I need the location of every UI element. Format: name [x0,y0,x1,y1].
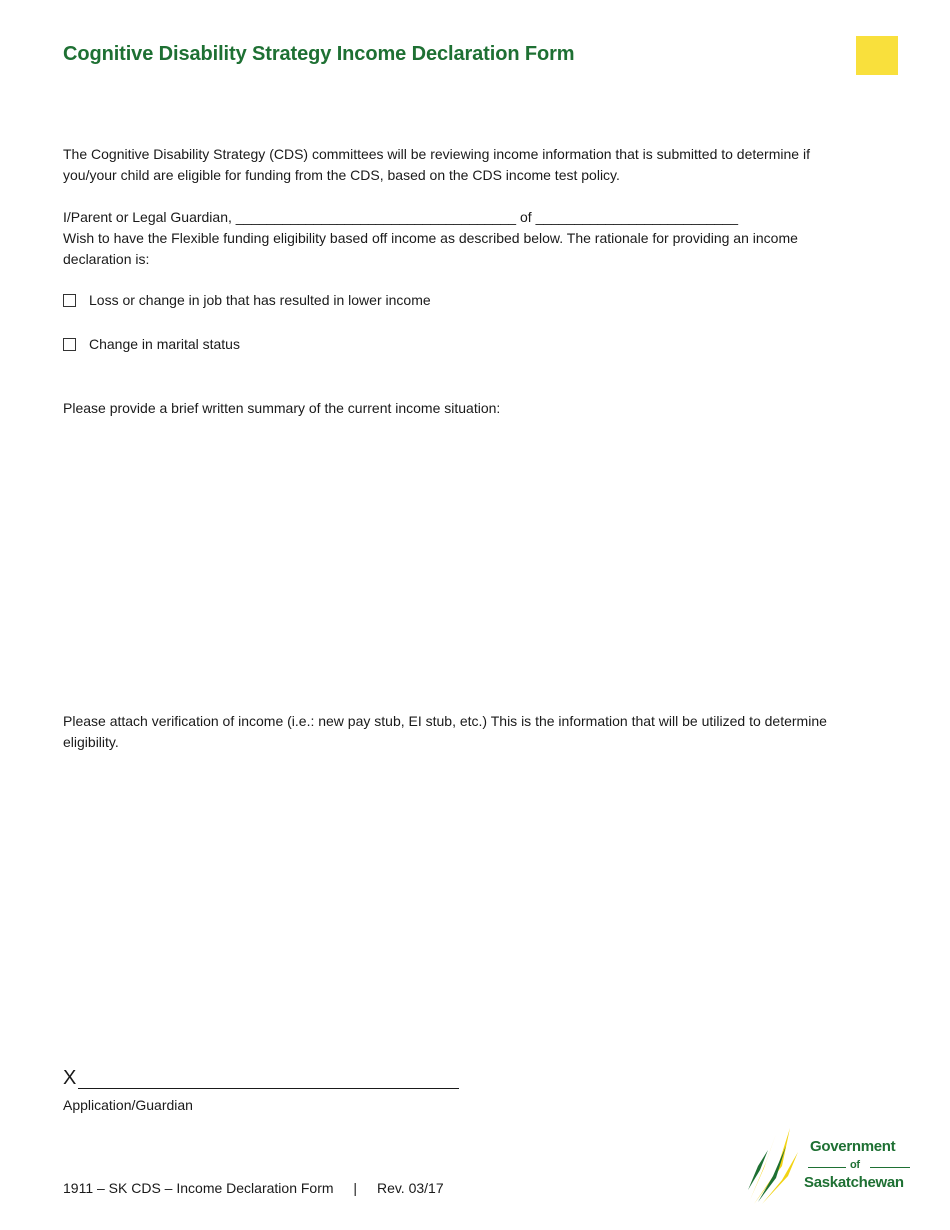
intro-paragraph: The Cognitive Disability Strategy (CDS) committees will be reviewing income information that is submitted to determine if you/your child are eligible for funding from the CDS, based on the CDS income test policy. [63,146,810,183]
job-loss-label: Loss or change in job that has resulted in lower income [89,292,431,308]
form-id: 1911 – SK CDS – Income Declaration Form [63,1180,334,1196]
logo-rule-right [870,1167,910,1168]
child-name-field[interactable]: __________________________ [535,209,739,225]
summary-prompt: Please provide a brief written summary of the current income situation: [63,400,501,416]
option-job-loss[interactable] [63,292,431,308]
form-footer [63,1180,444,1196]
of-label: of [519,209,532,225]
signature-field[interactable] [78,1088,459,1089]
job-loss-checkbox[interactable] [63,294,76,307]
logo-government-text: Government [810,1138,896,1155]
guardian-name-field[interactable]: ____________________________________ [235,209,517,225]
option-marital-status[interactable] [63,336,240,352]
income-summary-field[interactable] [63,426,867,700]
logo-saskatchewan-text: Saskatchewan [804,1174,904,1191]
form-title: Cognitive Disability Strategy Income Declaration Form [63,43,575,65]
government-logo [746,1126,921,1206]
yellow-tab-marker [856,36,898,75]
signature-label: Application/Guardian [63,1097,193,1113]
rationale-paragraph: Wish to have the Flexible funding eligibility based off income as described below. The rationale for providing an income declaration is: [63,230,798,267]
marital-status-checkbox[interactable] [63,338,76,351]
verification-paragraph: Please attach verification of income (i.e.: new pay stub, EI stub, etc.) This is the information that will be utilized to determine eligibility. [63,713,827,750]
attachment-area[interactable] [63,760,863,1050]
guardian-prefix: I/Parent or Legal Guardian, [63,209,232,225]
wheat-sheaf-icon [746,1126,806,1206]
footer-separator: | [353,1180,358,1196]
signature-mark: X [63,1067,77,1089]
logo-rule-left [808,1167,846,1168]
guardian-declaration-line [63,207,863,228]
form-revision: Rev. 03/17 [376,1180,444,1196]
marital-status-label: Change in marital status [89,336,240,352]
logo-of-text: of [850,1159,860,1171]
